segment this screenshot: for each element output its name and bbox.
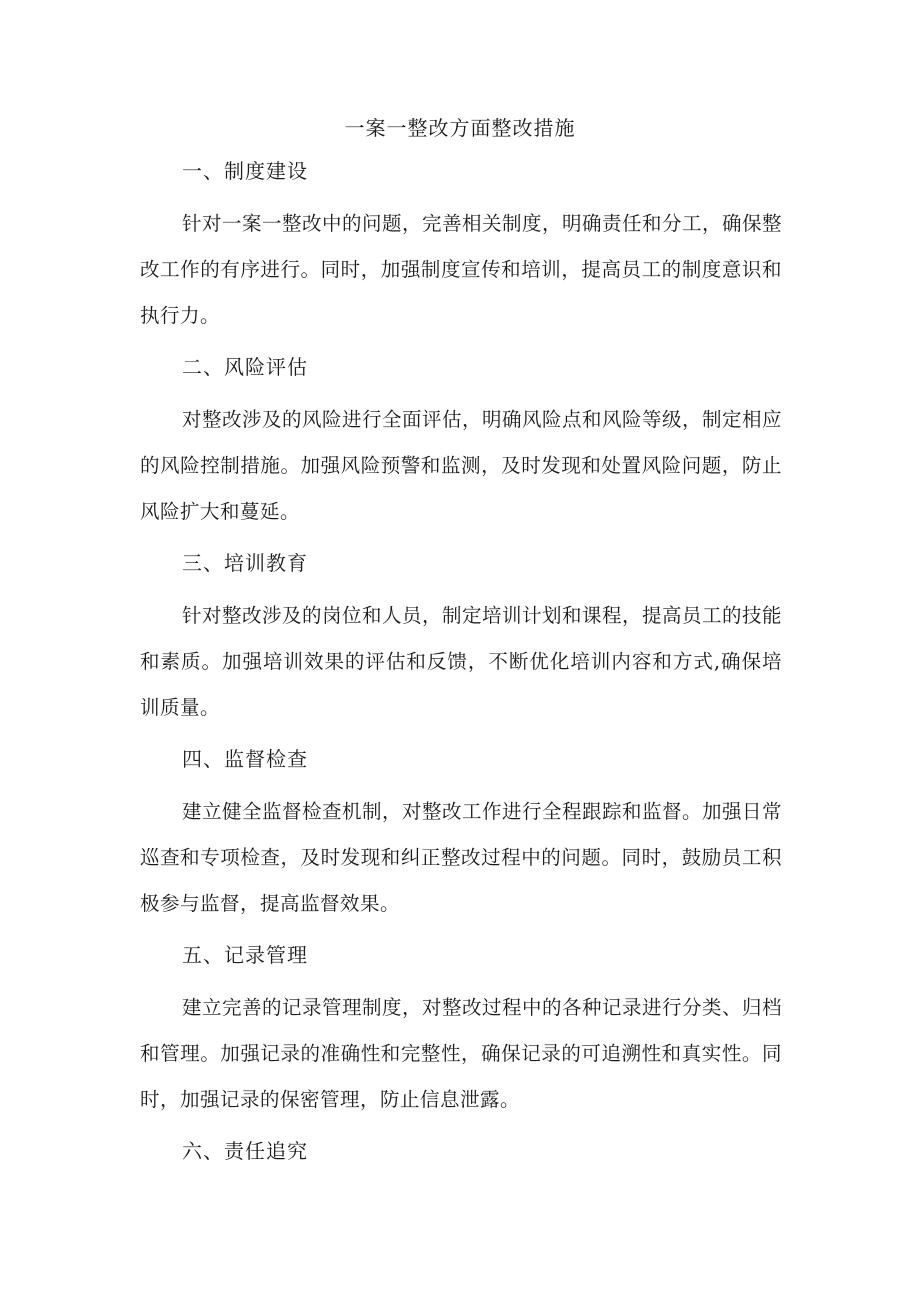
document-body — [140, 155, 782, 1181]
section-paragraph: 建立完善的记录管理制度，对整改过程中的各种记录进行分类、归档和管理。加强记录的准确性和完整性，确保记录的可追溯性和真实性。同时，加强记录的保密管理，防止信息泄露。 — [140, 996, 783, 1111]
section-supervision-inspection — [140, 743, 782, 927]
section-paragraph: 针对整改涉及的岗位和人员，制定培训计划和课程，提高员工的技能和素质。加强培训效果的评估和反馈，不断优化培训内容和方式,确保培训质量。 — [140, 604, 783, 719]
document-title: 一案一整改方面整改措施 — [344, 116, 576, 140]
section-heading: 三、培训教育 — [182, 551, 308, 575]
section-paragraph: 针对一案一整改中的问题，完善相关制度，明确责任和分工，确保整改工作的有序进行。同时，加强制度宣传和培训，提高员工的制度意识和执行力。 — [140, 212, 783, 327]
section-training-education — [140, 547, 782, 731]
section-heading: 一、制度建设 — [182, 159, 308, 183]
section-paragraph: 建立健全监督检查机制，对整改工作进行全程跟踪和监督。加强日常巡查和专项检查，及时发现和纠正整改过程中的问题。同时，鼓励员工积极参与监督，提高监督效果。 — [140, 800, 783, 915]
section-paragraph: 对整改涉及的风险进行全面评估，明确风险点和风险等级，制定相应的风险控制措施。加强风险预警和监测，及时发现和处置风险问题，防止风险扩大和蔓延。 — [140, 408, 783, 523]
section-heading: 四、监督检查 — [182, 747, 308, 771]
section-heading: 二、风险评估 — [182, 355, 308, 379]
section-heading: 五、记录管理 — [182, 943, 308, 967]
section-risk-assessment — [140, 351, 782, 535]
section-heading: 六、责任追究 — [182, 1139, 308, 1163]
section-accountability — [140, 1135, 782, 1167]
section-system-building — [140, 155, 782, 339]
section-record-management — [140, 939, 782, 1123]
